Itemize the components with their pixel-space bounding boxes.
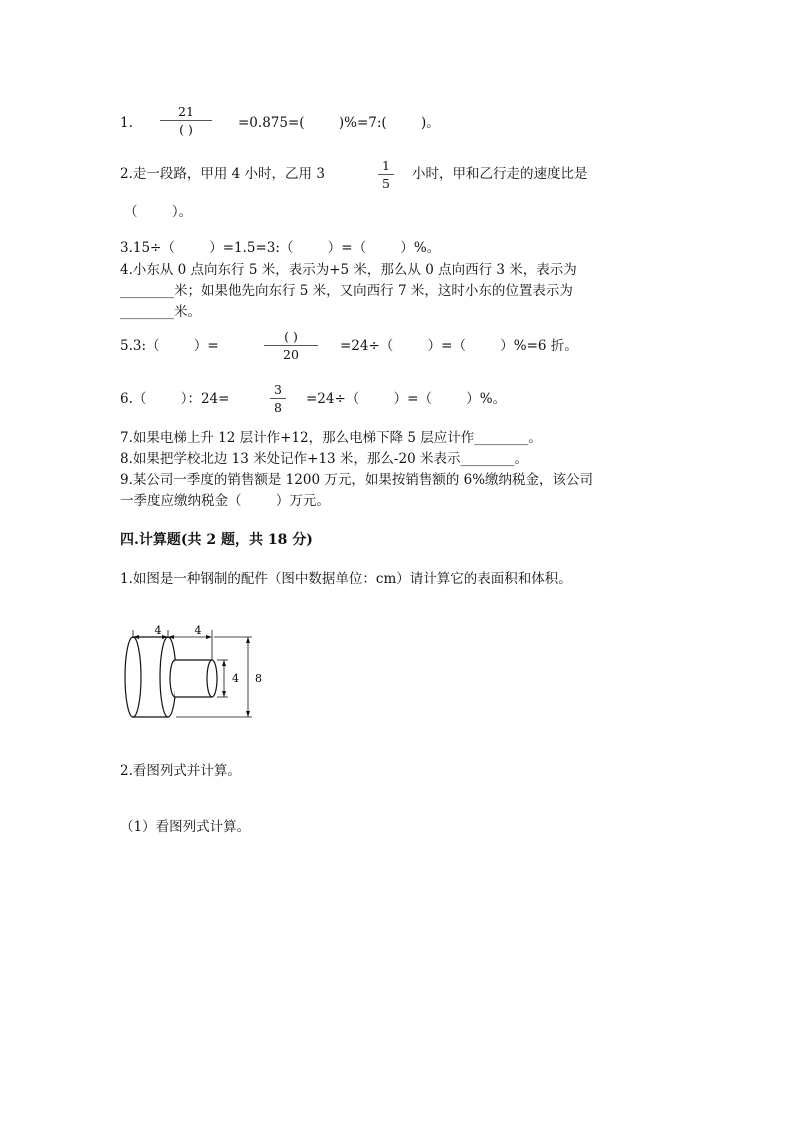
q1-fraction-denominator: ( )	[179, 122, 193, 137]
q2-line1-start: 2.走一段路，甲用 4 小时，乙用 3	[120, 166, 325, 182]
q5-left: 5.3:（ ）=	[120, 338, 219, 354]
q1-rest: =0.875=( )%=7:( )。	[238, 115, 440, 131]
c2-sub1: （1）看图列式计算。	[120, 819, 251, 835]
q4-line2: ________米；如果他先向东行 5 米，又向西行 7 米，这时小东的位置表示为	[120, 283, 573, 299]
dim-inner-label: 4	[232, 672, 239, 685]
q1-fraction	[160, 104, 212, 137]
q2-fraction-numerator: 1	[382, 158, 390, 173]
q5-fraction-denominator: 20	[283, 347, 299, 362]
q7-line: 7.如果电梯上升 12 层计作+12，那么电梯下降 5 层应计作________。	[120, 430, 542, 446]
large-cylinder-back-face	[125, 637, 141, 717]
fraction-bar	[378, 174, 394, 175]
q4-line3: ________米。	[120, 304, 201, 320]
q1-number: 1.	[120, 115, 133, 131]
c1-text: 1.如图是一种钢制的配件（图中数据单位：cm）请计算它的表面积和体积。	[120, 571, 572, 587]
section-heading: 四.计算题(共 2 题，共 18 分)	[120, 532, 313, 548]
dim-outer-label: 8	[255, 672, 262, 685]
q6-left: 6.（ ）：24=	[120, 391, 230, 407]
q2-fraction-denominator: 5	[382, 176, 390, 191]
q4-line1: 4.小东从 0 点向东行 5 米，表示为+5 米，那么从 0 点向西行 3 米，表示为	[120, 262, 577, 278]
q2-line2: （ ）。	[124, 204, 193, 220]
q9-line1: 9.某公司一季度的销售额是 1200 万元，如果按销售额的 6%缴纳税金，该公司	[120, 472, 594, 488]
dim-top-right-label: 4	[194, 624, 202, 637]
q5-fraction	[264, 329, 318, 362]
q2-line1-end: 小时，甲和乙行走的速度比是	[412, 166, 588, 182]
fraction-bar	[270, 398, 286, 399]
c2-text: 2.看图列式并计算。	[120, 763, 241, 779]
q6-fraction	[270, 382, 286, 415]
q6-fraction-numerator: 3	[274, 382, 282, 397]
q9-line2: 一季度应缴纳税金（ ）万元。	[120, 493, 330, 509]
q5-fraction-numerator: ( )	[284, 329, 298, 344]
large-cylinder-front-face	[160, 637, 176, 717]
q6-fraction-denominator: 8	[274, 400, 282, 415]
dim-top-left-label: 4	[154, 624, 162, 637]
q3-line: 3.15÷（ ）=1.5=3:（ ）=（ ）%。	[120, 240, 441, 256]
q8-line: 8.如果把学校北边 13 米处记作+13 米，那么-20 米表示________。	[120, 451, 528, 467]
q5-right: =24÷（ ）=（ ）%=6 折。	[340, 338, 578, 354]
fraction-bar	[264, 345, 318, 346]
small-cylinder-front-face	[207, 660, 217, 697]
steel-part-diagram	[118, 620, 278, 730]
q6-right: =24÷（ ）=（ ）%。	[306, 391, 507, 407]
q1-fraction-numerator: 21	[178, 104, 194, 119]
fraction-bar	[160, 120, 212, 121]
q2-fraction	[378, 158, 394, 191]
